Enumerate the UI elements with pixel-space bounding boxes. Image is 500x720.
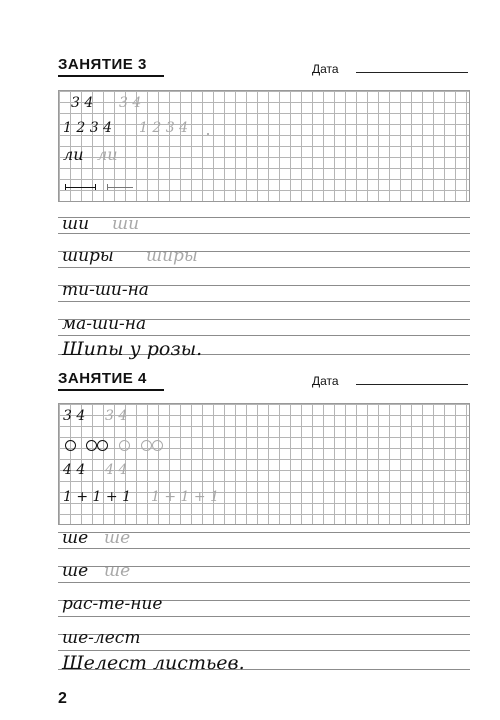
lesson-3-date-line <box>356 72 468 73</box>
lesson-3-grid-row-3-trace: ли <box>97 145 118 164</box>
circle-sample <box>97 440 108 451</box>
lesson-3-line-2-trace: ширы <box>146 246 198 266</box>
lesson-4-line-2-trace: ше <box>104 561 131 581</box>
lesson-3-title: ЗАНЯТИЕ 3 <box>58 56 147 73</box>
ruled-line <box>58 548 470 549</box>
lesson-3-segment-sample <box>65 187 95 188</box>
lesson-4-line-1-trace: ше <box>104 528 131 548</box>
lesson-4-grid-row-1-sample: 3 4 <box>63 408 86 424</box>
lesson-3-date-label: Дата <box>312 62 339 76</box>
lesson-3-grid-row-1-trace: 3 4 <box>119 95 142 111</box>
lesson-4-grid-row-3-sample: 4 4 <box>63 462 86 478</box>
lesson-4-title: ЗАНЯТИЕ 4 <box>58 370 147 387</box>
lesson-4-date-line <box>356 384 468 385</box>
ruled-line <box>58 650 470 651</box>
ruled-line <box>58 267 470 268</box>
circle-trace <box>141 440 152 451</box>
ruled-line <box>58 251 470 252</box>
lesson-3-line-3-sample: ти-ши-на <box>62 280 149 300</box>
lesson-4-line-2-sample: ше <box>62 561 89 581</box>
lesson-4-grid-row-4-trace: 1 + 1 + 1 <box>151 489 219 505</box>
lesson-3-title-underline <box>58 75 164 77</box>
lesson-3-segment-tick <box>65 184 66 190</box>
lesson-4-grid-row-1-trace: 3 4 <box>105 408 128 424</box>
lesson-3-grid-dot <box>207 133 209 135</box>
lesson-4-date-label: Дата <box>312 374 339 388</box>
lesson-4-line-3-sample: рас-те-ние <box>62 594 163 614</box>
lesson-4-line-1-sample: ше <box>62 528 89 548</box>
lesson-3-line-5-sample: Шипы у розы. <box>62 338 203 360</box>
lesson-3-segment-tick <box>107 184 108 190</box>
lesson-3-line-2-sample: ширы <box>62 246 114 266</box>
lesson-4-line-4-sample: ше-лест <box>62 628 141 648</box>
ruled-line <box>58 335 470 336</box>
ruled-line <box>58 301 470 302</box>
lesson-3-line-1-trace: ши <box>112 214 140 234</box>
lesson-3-grid-row-1-sample: 3 4 <box>71 95 94 111</box>
circle-trace <box>119 440 130 451</box>
lesson-3-segment-trace <box>107 187 133 188</box>
lesson-4-grid-row-3-trace: 4 4 <box>105 462 128 478</box>
lesson-4-title-underline <box>58 389 164 391</box>
page-number: 2 <box>58 690 67 707</box>
lesson-3-line-1-sample: ши <box>62 214 90 234</box>
lesson-4-grid <box>58 403 470 525</box>
lesson-3-line-4-sample: ма-ши-на <box>62 314 147 334</box>
lesson-3-grid-row-3-sample: ли <box>63 145 84 164</box>
lesson-3-segment-tick <box>95 184 96 190</box>
lesson-4-grid-row-4-sample: 1 + 1 + 1 <box>63 489 131 505</box>
lesson-3-grid-row-2-sample: 1 2 3 4 <box>63 120 112 136</box>
circle-sample <box>65 440 76 451</box>
circle-trace <box>152 440 163 451</box>
ruled-line <box>58 616 470 617</box>
ruled-line <box>58 582 470 583</box>
lesson-3-grid <box>58 90 470 202</box>
lesson-3-grid-row-2-trace: 1 2 3 4 <box>139 120 188 136</box>
lesson-4-line-5-sample: Шелест листьев. <box>62 652 245 674</box>
circle-sample <box>86 440 97 451</box>
